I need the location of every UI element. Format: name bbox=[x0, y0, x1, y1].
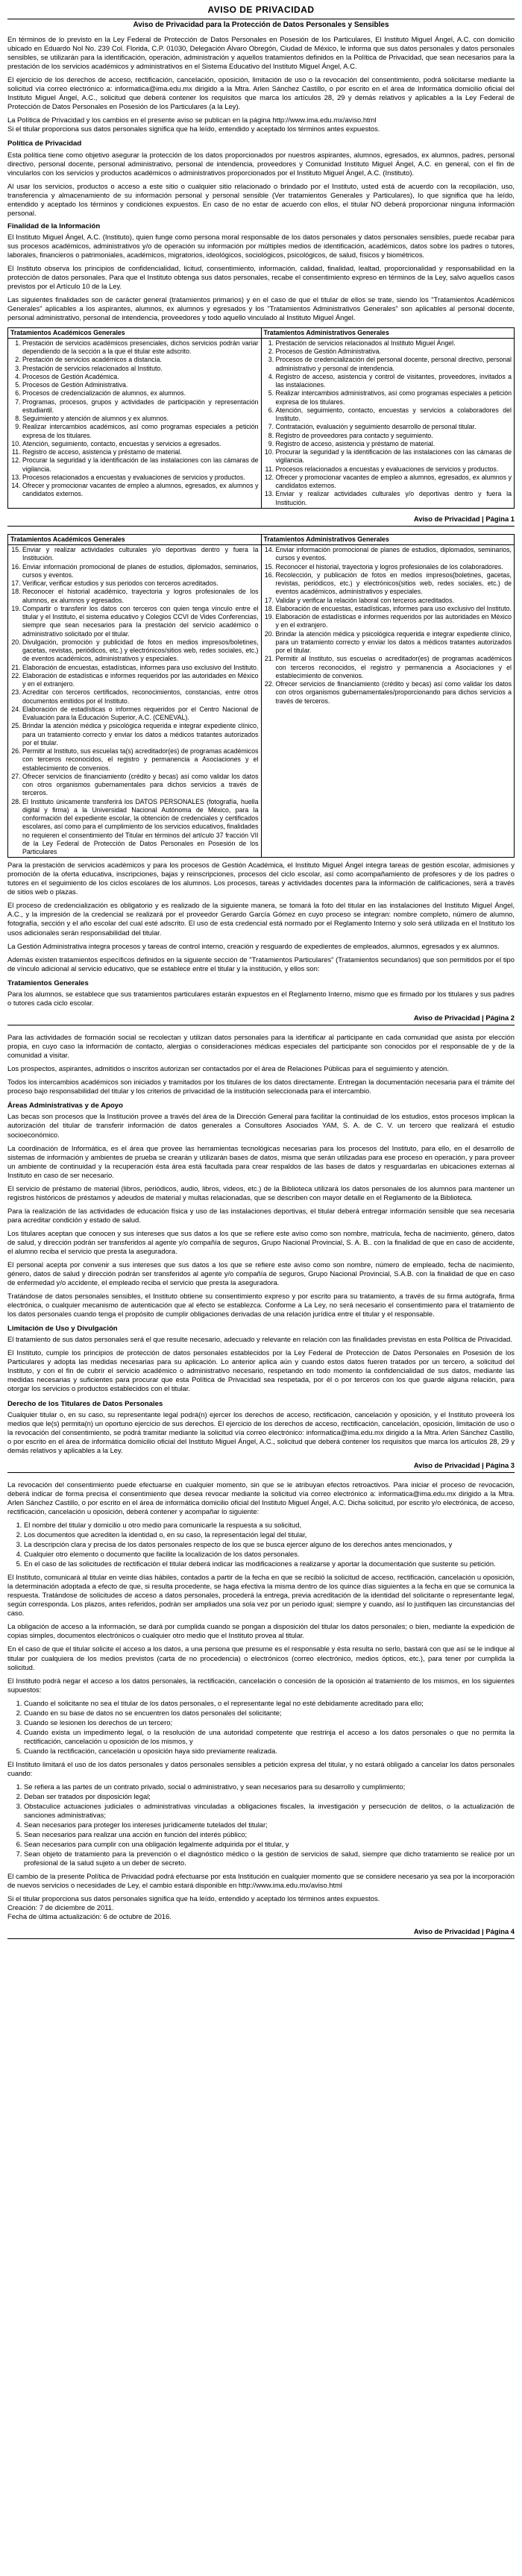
page-subtitle: Aviso de Privacidad para la Protección de Datos Personales y Sensibles bbox=[7, 19, 515, 31]
admin-treatments-list bbox=[264, 339, 512, 507]
academic-treatments-list bbox=[10, 546, 259, 856]
academic-treatments-list bbox=[10, 339, 259, 499]
list-item: 7. Programas, procesos, grupos y actividades de participación y representación estudiantil. bbox=[22, 398, 259, 415]
list-item: 10. Procurar la seguridad y la identificación de las instalaciones con las cámaras de vigilancia. bbox=[276, 448, 512, 465]
list-item: 15. Enviar y realizar actividades culturales y/o deportivas dentro y fuera la Institución. bbox=[22, 546, 259, 563]
body-paragraph: El tratamiento de sus datos personales será el que resulte necesario, adecuado y relevante en relación con las finalidades previstas en esta Política de Privacidad. bbox=[7, 1335, 512, 1344]
footer-label: Aviso de Privacidad bbox=[413, 1013, 480, 1022]
body-paragraph: La revocación del consentimiento puede efectuarse en cualquier momento, sin que se le atribuyan efectos retroactivos. Para iniciar el proceso de revocación, deberá indicar de forma precisa el consentimiento que desea revocar mediante la solicitud vía correo electrónico a: informatica@ima.edu.mx dirigido a la Mtra. Arlen Sánchez Castillo, o por escrito en el área de informática domicilio oficial del Instituto Miguel Ángel, A.C. Dicha solicitud, por escrito y/o electrónica, de acceso, rectificación, cancelación u oposición, deberá contener y acompañar lo siguiente: bbox=[7, 1480, 515, 1516]
list-item: 25. Brindar la atención médica y psicológica requerida e integrar expediente clínico, para un tratamiento correcto y enviar los datos a médicos tratantes autorizados por el titular. bbox=[22, 722, 259, 747]
table-header: Tratamientos Administrativos Generales bbox=[261, 327, 515, 338]
list-item: 20. Brindar la atención médica y psicológica requerida e integrar expediente clínico, para un tratamiento correcto y enviar los datos a médicos tratantes autorizados por el titular. bbox=[276, 630, 512, 656]
body-paragraph: Para las actividades de formación social se recolectan y utilizan datos personales para la identificar al participante en cada comunidad que asista por elección propia, en cuyo caso la información de contacto, alergias o consideraciones médicas especiales del participante son conocidos por el responsable de y de la comunidad a visitar. bbox=[7, 1032, 515, 1060]
list-item: 11. Procesos relacionados a encuestas y evaluaciones de servicios y productos. bbox=[276, 465, 512, 474]
footer-page-label: Página bbox=[485, 1460, 509, 1469]
list-item: 3. Procesos de credencialización del personal docente, personal directivo, personal administrativo y personal de intendencia. bbox=[276, 356, 512, 373]
footer-page-label: Página bbox=[485, 514, 509, 523]
table-cell bbox=[261, 338, 515, 508]
list-item: 1. Cuando el solicitante no sea el titular de los datos personales, o el representante legal no esté debidamente acreditado para ello; bbox=[24, 1699, 515, 1708]
closing-block bbox=[7, 1894, 515, 1921]
list-item: 19. Elaboración de estadísticas e informes requeridos por las autoridades en México y en el extranjero. bbox=[276, 613, 512, 630]
update-date: Fecha de última actualización: 6 de octubre de 2016. bbox=[7, 1912, 172, 1921]
list-item: 4. Cuando exista un impedimento legal, o la resolución de una autoridad competente que restrinja el acceso a los datos personales o que no permita la rectificación, cancelación u oposición de los mismos, y bbox=[24, 1728, 515, 1746]
page-number: 1 bbox=[510, 514, 515, 523]
body-paragraph: Todos los intercambios académicos son iniciados y tramitados por los titulares de los datos directamente. Entregan la documentación necesaria para el trámite del proceso bajo responsabilidad del titular y los criterios de privacidad de la institución seleccionada para el intercambio. bbox=[7, 1078, 515, 1096]
body-paragraph: El proceso de credencialización es obligatorio y es realizado de la siguiente manera, se tomará la foto del titular en las instalaciones del Instituto Miguel Ángel, A.C., y la impresión de la credencial se realizará por el proveedor Gerardo García Gómez en cuyo proceso se integran: nombre completo, número de alumno, fotografía, sección y el año escolar del cual esté adscrito. El uso de esta credencial está normado por el Reglamento Interno y solo será utilizada en el Instituto los usos adicionales serán responsabilidad del titular. bbox=[7, 901, 515, 937]
body-paragraph: El personal acepta por convenir a sus intereses que sus datos a los que se refiere este aviso como son nombre, número de empleado, fecha de nacimiento, género, datos de salud y dirección podrán ser transferidos al agente y/o compañía de seguros, Grupo Nacional Provincial, S.A.B. con la finalidad de que en caso de enfermedad y/o accidente, el empleado reciba el servicio que presta la aseguradora. bbox=[7, 1260, 515, 1287]
list-item: 12. Procurar la seguridad y la identificación de las instalaciones con las cámaras de vigilancia. bbox=[22, 456, 259, 474]
list-item: 28. El Instituto únicamente transferirá los DATOS PERSONALES (fotografía, huella digital y firma) a la Universidad Nacional Autónoma de México, para la conformación del expediente escolar, la obtención de credenciales y certificados escolares, así como para el cumplimiento de los servicios educativos, finalidades no requieren el consentimiento del Titular en términos del artículo 37 fracción VII de la Ley Federal de Protección de Datos Personales en Posesión de los Particulares bbox=[22, 798, 259, 857]
list-item: 17. Validar y verificar la relación laboral con terceros acreditados. bbox=[276, 597, 512, 605]
footer-page-label: Página bbox=[485, 1013, 509, 1022]
list-item: 19. Compartir o transferir los datos con terceros con quien tenga vínculo entre el titular y el Instituto, el sistema educativo y Colegios CCVI de Vides Conferencias, siempre que sean necesarios para la prestación del servicio académico o administrativo solicitado por el titular. bbox=[22, 605, 259, 638]
body-paragraph: El Instituto podrá negar el acceso a los datos personales, la rectificación, cancelación o concesión de la oposición al tratamiento de los mismos, en los siguientes supuestos: bbox=[7, 1676, 515, 1694]
body-paragraph: En el caso de que el titular solicite el acceso a los datos, a una persona que presume es el responsable y ésta resulta no serlo, bastará con que así se le indique al titular por cualquiera de los medios previstos (carta de no procedencia) o electrónicos (correo electrónico, medios ópticos, etc.), para tener por cumplida la solicitud. bbox=[7, 1644, 515, 1671]
body-paragraph: La coordinación de Informática, es el área que provee las herramientas tecnológicas necesarias para los procesos del Instituto, para ello, en el desarrollo de sistemas de información y ambientes de prueba se crearán y utilizarán bases de datos, misma que serán utilizadas para ese proceso en operación, y para proveer un ambiente de continuidad y la recuperación ésta área está facultada para crear respaldos de las bases de datos y resguardarlas en ubicaciones externas al Instituto en caso de ser necesario. bbox=[7, 1143, 515, 1179]
page-number: 2 bbox=[510, 1013, 515, 1022]
table-cell bbox=[8, 545, 262, 858]
footer-label: Aviso de Privacidad bbox=[413, 1460, 480, 1469]
list-item: 5. Cuando la rectificación, cancelación u oposición haya sido previamente realizada. bbox=[24, 1747, 515, 1756]
page-footer: Aviso de Privacidad | Página 1 bbox=[7, 513, 515, 527]
closing-line: Si el titular proporciona sus datos personales significa que ha leído, entendido y aceptado los términos antes expuestos. bbox=[7, 1894, 380, 1903]
list-item: 22. Elaboración de estadísticas e informes requeridos por las autoridades en México y en el extranjero. bbox=[22, 672, 259, 689]
list-item: 21. Permitir al Instituto, sus escuelas o acreditador(es) de programas académicos con terceros reconocidos, el registro y permanencia a Asociaciones y el establecimiento de convenios. bbox=[276, 655, 512, 680]
body-paragraph: El servicio de préstamo de material (libros, periódicos, audio, libros, videos, etc.) de la Biblioteca utilizará los datos personales de los alumnos para mantener un registros históricos de préstamos y adeudos de material y multas relacionadas, que se describen con mayor detalle en el Reglamento de la Biblioteca. bbox=[7, 1184, 515, 1201]
list-item: 2. Cuando en su base de datos no se encuentren los datos personales del solicitante; bbox=[24, 1709, 515, 1718]
creation-date: Creación: 7 de diciembre de 2011. bbox=[7, 1903, 114, 1912]
list-item: 4. Procesos de Gestión Académica. bbox=[22, 373, 259, 381]
list-item: 6. Procesos de credencialización de alumnos, ex alumnos. bbox=[22, 389, 259, 398]
intro-paragraph: En términos de lo previsto en la Ley Federal de Protección de Datos Personales en Posesión de los Particulares, El Instituto Miguel Ángel, A.C. con domicilio ubicado en Eduardo Nol No. 239 Col. Florida, C.P. 01030, Delegación Álvaro Obregón, Ciudad de México, le informa que sus datos personales y datos personales sensibles, se utilizarán para la identificación, operación, administración y aquellos tratamientos definidos en la Política de Privacidad, que sean necesarios para la prestación de los servicios académicos y administrativos en el Sistema Educativo del Instituto Miguel Ángel, A.C. bbox=[7, 35, 515, 71]
list-item: 4. Registro de acceso, asistencia y control de visitantes, proveedores, invitados a las instalaciones. bbox=[276, 373, 512, 390]
intro-paragraph: El ejercicio de los derechos de acceso, rectificación, cancelación, oposición, limitación de uso o la revocación del consentimiento, podrá solicitarse mediante la solicitud vía correo electrónico a: informatica@ima.edu.mx dirigido a la Mtra. Arlen Sánchez Castillo, o por escrito en el área de Informática domicilio oficial del Instituto Miguel Ángel, A.C., solicitud que deberá contener los requisitos que marca los artículos 28, 29 y demás relativos y aplicables a la Ley Federal de Protección de Datos Personales en Posesión de los Particulares (a la Ley). bbox=[7, 75, 515, 111]
page-number: 3 bbox=[510, 1460, 515, 1469]
list-item: 16. Enviar información promocional de planes de estudios, diplomados, seminarios, cursos y eventos. bbox=[22, 563, 259, 580]
list-item: 1. Prestación de servicios relacionados al Instituto Miguel Ángel. bbox=[276, 339, 512, 348]
list-item: 7. Sean objeto de tratamiento para la prevención o el diagnóstico médico o la gestión de servicios de salud, siempre que dicho tratamiento se realice por un profesional de la salud sujeto a un deber de secreto. bbox=[24, 1850, 515, 1867]
list-item: 4. Cualquier otro elemento o documento que facilite la localización de los datos personales. bbox=[24, 1550, 515, 1559]
list-item: 23. Acreditar con terceros certificados, reconocimientos, constancias, entre otros documentos emitidos por el Instituto. bbox=[22, 688, 259, 706]
section-heading: Limitación de Uso y Divulgación bbox=[7, 1325, 118, 1333]
body-paragraph: Para los alumnos, se establece que sus tratamientos particulares estarán expuestos en el Reglamento Interno, mismo que es firmado por los titulares y sus padres o tutores cada ciclo escolar. bbox=[7, 989, 515, 1007]
body-paragraph: Tratándose de datos personales sensibles, el Instituto obtiene su consentimiento expreso y por escrito para su tratamiento, a través de su firma autógrafa, firma electrónica, o cualquier mecanismo de autenticación que al efecto se establezca. Conforme a La Ley, no será necesario el consentimiento para el tratamiento de los datos personales cuando tenga el propósito de cumplir obligaciones derivadas de una relación jurídica entre el titular y el responsable. bbox=[7, 1291, 515, 1319]
body-paragraph: El Instituto, cumple los principios de protección de datos personales establecidos por la Ley Federal de Protección de Datos Personales en Posesión de los Particulares y adopta las medidas necesarias para su aplicación. Lo anterior aplica aún y cuando estos datos fueren tratados por un tercero, a solicitud del Instituto, y con el fin de cubrir el servicio académico o administrativo necesario, respetando en todo momento la confidencialidad de sus datos, mediante las medidas necesarias y suficientes para procurar que esta Política de Privacidad sea respetada, por él o por terceros con los que guarde alguna relación, para otorgar los servicios o productos establecidos con el titular. bbox=[7, 1348, 515, 1393]
list-item: 8. Seguimiento y atención de alumnos y ex alumnos. bbox=[22, 415, 259, 423]
list-item: 4. Sean necesarios para proteger los intereses jurídicamente tutelados del titular; bbox=[24, 1821, 515, 1829]
list-item: 18. Reconocer el historial académico, trayectoria y logros profesionales de los alumnos, ex alumnos y egresados. bbox=[22, 588, 259, 605]
admin-treatments-list bbox=[264, 546, 512, 706]
section-heading: Política de Privacidad bbox=[7, 139, 82, 148]
table-cell bbox=[261, 545, 515, 858]
list-item: 1. Prestación de servicios académicos presenciales, dichos servicios podrán variar dependiendo de la sección a la que el titular este adscrito. bbox=[22, 339, 259, 356]
body-paragraph: Los titulares aceptan que conocen y sus intereses que sus datos a los que se refiere este aviso como son nombre, matrícula, fecha de nacimiento, género, datos de salud, y dirección podrán ser transferidos al agente y/o compañía de seguros, Grupo Nacional Provincial, S. A. B.. con la finalidad de que en caso de accidente, el alumno reciba el servicio que presta la aseguradora. bbox=[7, 1228, 515, 1255]
body-paragraph: Las becas son procesos que la Institución provee a través del área de la Dirección General para facilitar la continuidad de los estudios, estos procesos implican la autorización del titular de transferir información de datos generales a Consultores Asociados YAM, S. A. de C. V. un tercero que realizará el estudio socioeconómico. bbox=[7, 1112, 515, 1139]
denial-cases-list bbox=[7, 1699, 515, 1756]
section-heading: Áreas Administrativas y de Apoyo bbox=[7, 1102, 123, 1110]
list-item: 27. Ofrecer servicios de financiamiento (crédito y becas) así como validar los datos con otros organismos gubernamentales para dichos servicios a través de terceros. bbox=[22, 773, 259, 798]
list-item: 7. Contratación, evaluación y seguimiento desarrollo de personal titular. bbox=[276, 423, 512, 431]
requirements-list bbox=[7, 1521, 515, 1568]
list-item: 5. Sean necesarios para realizar una acción en función del interés público; bbox=[24, 1830, 515, 1839]
treatments-table-2 bbox=[7, 534, 515, 858]
list-item: 2. Procesos de Gestión Administrativa. bbox=[276, 348, 512, 356]
list-item: 2. Los documentos que acrediten la identidad o, en su caso, la representación legal del titular, bbox=[24, 1530, 515, 1539]
list-item: 17. Verificar, verificar estudios y sus periodos con terceros acreditados. bbox=[22, 579, 259, 588]
list-item: 5. Realizar intercambios administrativos, así como programas especiales a petición expresa de los titulares. bbox=[276, 389, 512, 406]
treatments-table-1 bbox=[7, 327, 515, 509]
page-title: AVISO DE PRIVACIDAD bbox=[207, 4, 315, 15]
table-cell bbox=[8, 338, 262, 508]
page-number: 4 bbox=[510, 1927, 515, 1936]
body-paragraph: El Instituto limitará el uso de los datos personales y datos personales sensibles a petición expresa del titular, y no estará obligado a cancelar los datos personales cuando: bbox=[7, 1759, 515, 1777]
body-paragraph: Para la prestación de servicios académicos y para los procesos de Gestión Académica, el Instituto Miguel Ángel integra tareas de gestión escolar, admisiones y promoción de la oferta educativa, inscripciones, bajas y reinscripciones, procesos del ciclo escolar, así como acompañamiento de profesores y de los padres o tutores en el seguimiento de los ciclos escolares de los alumnos. Los procesos, tareas y actividades docentes para la información de calificaciones, será a través de sitios web o plazas. bbox=[7, 861, 515, 896]
body-paragraph: La Gestión Administrativa integra procesos y tareas de control interno, creación y resguardo de expedientes de empleados, alumnos, egresados y ex alumnos. bbox=[7, 941, 500, 950]
list-item: 15. Reconocer el historial, trayectoria y logros profesionales de los colaboradores. bbox=[276, 563, 512, 571]
list-item: 10. Atención, seguimiento, contacto, encuestas y servicios a egresados. bbox=[22, 440, 259, 448]
page-footer: Aviso de Privacidad | Página 2 bbox=[7, 1012, 515, 1025]
page-footer: Aviso de Privacidad | Página 3 bbox=[7, 1460, 515, 1473]
footer-page-label: Página bbox=[485, 1927, 509, 1936]
list-item: 5. En el caso de las solicitudes de rectificación el titular deberá indicar las modificaciones a realizarse y aportar la documentación que sustente su petición. bbox=[24, 1559, 515, 1568]
footer-label: Aviso de Privacidad bbox=[413, 514, 480, 523]
list-item: 1. El nombre del titular y domicilio u otro medio para comunicarle la respuesta a su solicitud, bbox=[24, 1521, 515, 1530]
list-item: 3. La descripción clara y precisa de los datos personales respecto de los que se busca ejercer alguno de los derechos antes mencionados, y bbox=[24, 1540, 515, 1549]
list-item: 1. Se refiera a las partes de un contrato privado, social o administrativo, y sean necesarios para su desarrollo y cumplimiento; bbox=[24, 1782, 515, 1791]
body-paragraph: El Instituto, comunicará al titular en veinte días hábiles, contados a partir de la fecha en que se recibió la solicitud de acceso, rectificación, cancelación u oposición, la determinación adoptada a efecto de que, si resulta procedente, se haga efectiva la misma dentro de los quince días siguientes a la fecha en que se comunica la respuesta. Tratándose de solicitudes de acceso a datos personales, procederá la entrega, previa acreditación de la identidad del solicitante o representante legal, según corresponda. Los plazos, antes referidos, podrán ser ampliados una sola vez por un periodo igual; siempre y cuando, así lo justifiquen las circunstancias del caso. bbox=[7, 1573, 515, 1618]
list-item: 3. Cuando se lesionen los derechos de un tercero; bbox=[24, 1718, 515, 1727]
table-header: Tratamientos Académicos Generales bbox=[8, 327, 262, 338]
section-heading: Derecho de los Titulares de Datos Personales bbox=[7, 1399, 163, 1408]
list-item: 13. Procesos relacionados a encuestas y evaluaciones de servicios y productos. bbox=[22, 474, 259, 482]
intro-paragraph: La Política de Privacidad y los cambios en el presente aviso se publican en la página http://www.ima.edu.mx/aviso.html bbox=[7, 116, 377, 125]
body-paragraph: Los prospectos, aspirantes, admitidos o inscritos autorizan ser contactados por el área de Relaciones Públicas para el seguimiento y atención. bbox=[7, 1064, 449, 1073]
list-item: 24. Elaboración de estadísticas o informes requeridos por el Centro Nacional de Evaluación para la Educación Superior, A.C. (CENEVAL). bbox=[22, 706, 259, 723]
section-heading: Tratamientos Generales bbox=[7, 978, 89, 987]
policy-paragraph: Las siguientes finalidades son de carácter general (tratamientos primarios) y en el caso de que el titular de ellos se trate, siendo los "Tratamientos Académicos Generales" aplicables a los aspirantes, alumnos, ex alumnos y egresados y los "Tratamientos Administrativos Generales" son aplicables al personal docente, personal administrativo, personal de intendencia, proveedores y todo aquello vinculado al Instituto Miguel Ángel. bbox=[7, 295, 515, 322]
limitation-cases-list bbox=[7, 1782, 515, 1867]
body-paragraph: Para la realización de las actividades de educación física y uso de las instalaciones deportivas, el titular deberá entregar información sensible que sea necesaria para acreditar condición y estado de salud. bbox=[7, 1206, 515, 1224]
list-item: 11. Registro de acceso, asistencia y préstamo de material. bbox=[22, 448, 259, 456]
list-item: 3. Prestación de servicios relacionados al Instituto. bbox=[22, 365, 259, 373]
list-item: 14. Enviar información promocional de planes de estudios, diplomados, seminarios, cursos y eventos. bbox=[276, 546, 512, 563]
list-item: 9. Realizar intercambios académicos, así como programas especiales a petición expresa de los titulares. bbox=[22, 423, 259, 440]
list-item: 13. Enviar y realizar actividades culturales y/o deportivas dentro y fuera la Institución. bbox=[276, 490, 512, 507]
list-item: 22. Ofrecer servicios de financiamiento (crédito y becas) así como validar los datos con otros organismos gubernamentales/proporcionando para dichos servicios a través de terceros. bbox=[276, 680, 512, 706]
list-item: 6. Sean necesarios para cumplir con una obligación legalmente adquirida por el titular, y bbox=[24, 1840, 515, 1849]
list-item: 6. Atención, seguimiento, contacto, encuestas y servicios a colaboradores del Instituto. bbox=[276, 406, 512, 424]
list-item: 2. Deban ser tratados por disposición legal; bbox=[24, 1792, 515, 1801]
list-item: 12. Ofrecer y promocionar vacantes de empleo a alumnos, egresados, ex alumnos y candidatos externos. bbox=[276, 474, 512, 491]
body-paragraph: La obligación de acceso a la información, se dará por cumplida cuando se pongan a disposición del titular los datos personales; o bien, mediante la expedición de copias simples, documentos electrónicos o cualquier otro medio que el Instituto provea al titular. bbox=[7, 1622, 515, 1640]
policy-paragraph: El Instituto Miguel Ángel, A.C. (Instituto), quien funge como persona moral responsable de los datos personales y datos personales sensibles, puede recabar para sus procesos académicos, administrativos y/o de operación su información por múltiples medios de identificación, académicos, datos sobre los padres o tutores, laborales, financieros o patrimoniales, académicos, migratorios, ideológicos, sociológicos, psicológicos, de salud, físicos y biométricos. bbox=[7, 233, 515, 260]
list-item: 3. Obstaculice actuaciones judiciales o administrativas vinculadas a obligaciones fiscales, la investigación y persecución de delitos, o la actualización de sanciones administrativas; bbox=[24, 1802, 515, 1820]
body-paragraph: El cambio de la presente Política de Privacidad podrá efectuarse por esta Institución en cualquier momento que se considere necesario ya sea por la incorporación de nuevos servicios o necesidades de Ley, el cambio estará disponible en http://www.ima.edu.mx/aviso.html bbox=[7, 1872, 515, 1890]
list-item: 16. Recolección, y publicación de fotos en medios impresos(boletines, gacetas, revistas, periódicos, etc.) y electrónicos(sitios web, redes sociales, etc.) de eventos académicos, administrativos y especiales. bbox=[276, 571, 512, 597]
list-item: 21. Elaboración de encuestas, estadísticas, informes para uso exclusivo del Instituto. bbox=[22, 664, 259, 672]
body-paragraph: Cualquier titular o, en su caso, su representante legal podrá(n) ejercer los derechos de acceso, rectificación, cancelación y oposición, y el Instituto proveerá los medios que le(s) permita(n) un oportuno ejercicio de sus derechos. El ejercicio de los derechos de acceso, rectificación, cancelación, oposición, limitación de uso o la revocación del consentimiento, se podrá tramitar mediante la solicitud vía correo electrónico: informatica@ima.edu.mx dirigido a la Mtra. Arlen Sánchez Castillo, o por escrito en el área de informática domicilio oficial del Instituto Miguel Ángel, A.C., solicitud que deberá contener los requisitos que marca los artículos 28, 29 y demás relativos y aplicables a la Ley. bbox=[7, 1410, 515, 1454]
list-item: 9. Registro de acceso, asistencia y préstamo de material. bbox=[276, 440, 512, 448]
policy-paragraph: Esta política tiene como objetivo asegurar la protección de los datos proporcionados por nuestros aspirantes, alumnos, egresados, ex alumnos, padres, personal directivo, personal docente, personal administrativo, personal de intendencia, proveedores y Comunidad Instituto Miguel Ángel, A.C. en general, con el fin de vincularlos con los servicios y productos académicos o administrativos proporcionados por el Instituto Miguel Ángel, A.C. (Instituto). bbox=[7, 150, 515, 177]
policy-paragraph: Al usar los servicios, productos o acceso a este sitio o cualquier sitio relacionado o brindado por el Instituto, usted está de acuerdo con la recopilación, uso, transferencia y almacenamiento de su información personal y personal sensible (Ver tratamientos Generales y Particulares), lo que significa que ha leído, entendido y aceptado los términos y condiciones expuestos. En caso de no estar de acuerdo con ellos, el titular NO deberá proporcionar ninguna información personal. bbox=[7, 181, 515, 217]
policy-paragraph: El Instituto observa los principios de confidencialidad, licitud, consentimiento, información, calidad, finalidad, lealtad, proporcionalidad y responsabilidad en la protección de datos personales. Para que el Instituto obtenga sus datos personales, recabe el consentimiento expreso en términos de la Ley, salvo aquellos casos previstos por el Artículo 10 de la Ley. bbox=[7, 264, 515, 291]
table-header: Tratamientos Académicos Generales bbox=[8, 534, 262, 544]
page-footer: Aviso de Privacidad | Página 4 bbox=[7, 1926, 515, 1939]
list-item: 20. Divulgación, promoción y publicidad de fotos en medios impresos/boletines, gacetas, revistas, periódicos, etc.) y electrónicos/sitios web, redes sociales, etc.) de eventos académicos, administrativos y especiales. bbox=[22, 638, 259, 664]
list-item: 26. Permitir al Instituto, sus escuelas ta(s) acreditador(es) de programas académicos con terceros reconocidos, el registro y permanencia a Asociaciones y el establecimiento de convenios. bbox=[22, 747, 259, 773]
intro-paragraph: Si el titular proporciona sus datos personales significa que ha leído, entendido y aceptado los términos antes expuestos. bbox=[7, 125, 380, 133]
section-heading: Finalidad de la Información bbox=[7, 222, 101, 230]
list-item: 5. Procesos de Gestión Administrativa. bbox=[22, 381, 259, 389]
list-item: 14. Ofrecer y promocionar vacantes de empleo a alumnos, egresados, ex alumnos y candidatos externos. bbox=[22, 482, 259, 499]
table-header: Tratamientos Administrativos Generales bbox=[261, 534, 515, 544]
list-item: 2. Prestación de servicios académicos a distancia. bbox=[22, 356, 259, 364]
body-paragraph: Además existen tratamientos específicos definidos en la siguiente sección de "Tratamientos Particulares" (Tratamientos secundarios) que son permitidos por el tipo de vínculo adicional al servicio educativo, que se establece entre el titular y la institución, y ellos son: bbox=[7, 955, 515, 973]
list-item: 8. Registro de proveedores para contacto y seguimiento. bbox=[276, 432, 512, 440]
footer-label: Aviso de Privacidad bbox=[413, 1927, 480, 1936]
list-item: 18. Elaboración de encuestas, estadísticas, informes para uso exclusivo del Instituto. bbox=[276, 605, 512, 613]
